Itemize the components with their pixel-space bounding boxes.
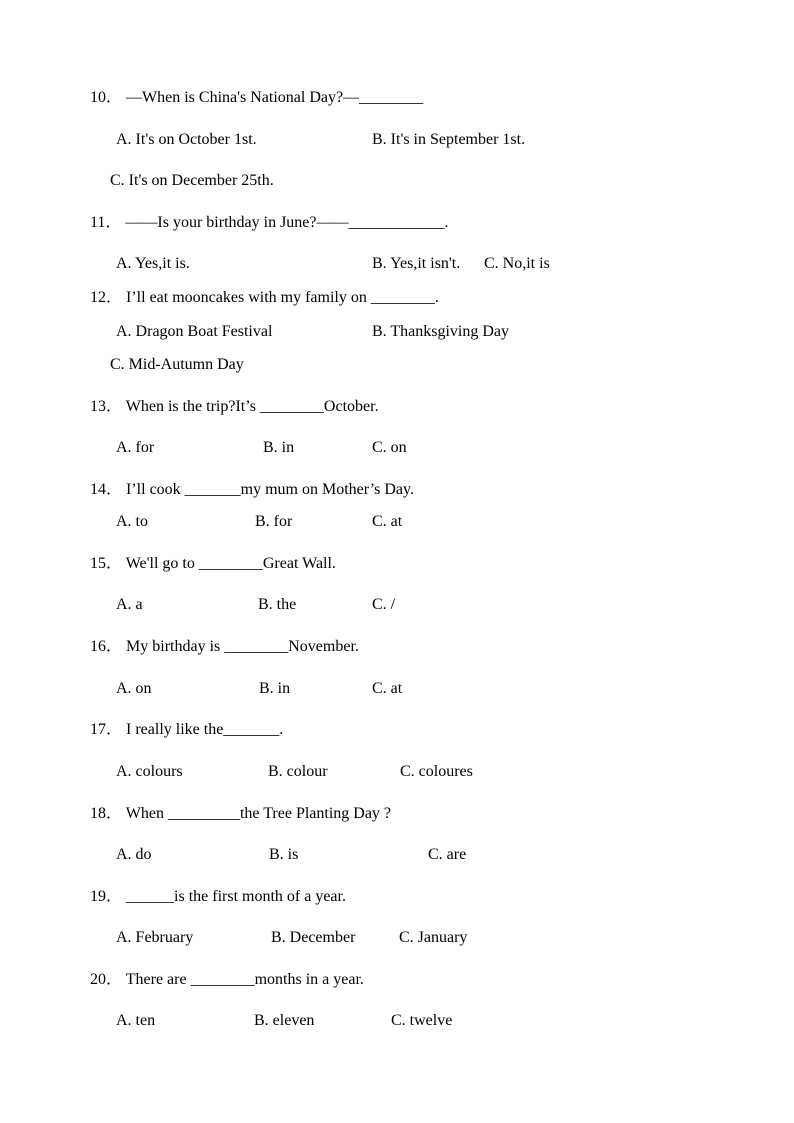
question-12 — [90, 288, 439, 308]
question-20 — [90, 970, 364, 990]
option-a: A. Yes,it is. — [116, 255, 190, 272]
question-stem: My birthday is ________November. — [126, 638, 359, 655]
option-c: C. on — [372, 439, 407, 456]
option-a: A. on — [116, 680, 152, 697]
option-b: B. is — [269, 846, 299, 863]
question-stem: ——Is your birthday in June?——____________. — [125, 214, 449, 231]
option-c: C. January — [399, 929, 468, 946]
question-number: 18． — [90, 805, 123, 822]
option-a: A. for — [116, 439, 155, 456]
question-number: 20． — [90, 971, 123, 988]
question-stem: —When is China's National Day?—________ — [126, 89, 424, 106]
option-a: A. It's on October 1st. — [116, 131, 257, 148]
question-number: 10． — [90, 89, 123, 106]
option-c: C. coloures — [400, 763, 473, 780]
question-13 — [90, 397, 379, 417]
option-a: A. Dragon Boat Festival — [116, 323, 273, 340]
question-number: 17． — [90, 721, 123, 738]
option-b: B. Thanksgiving Day — [372, 323, 510, 340]
option-c: C. No,it is — [484, 255, 550, 272]
option-a: A. colours — [116, 763, 183, 780]
option-c: C. are — [428, 846, 467, 863]
option-b: B. in — [263, 439, 295, 456]
question-17 — [90, 720, 283, 740]
question-number: 19． — [90, 888, 123, 905]
question-19 — [90, 887, 346, 907]
question-18 — [90, 804, 391, 824]
option-a: A. ten — [116, 1012, 156, 1029]
question-10 — [90, 88, 423, 108]
option-c: C. twelve — [391, 1012, 453, 1029]
question-stem: I’ll eat mooncakes with my family on ________. — [126, 289, 439, 306]
question-15 — [90, 554, 336, 574]
option-b: B. It's in September 1st. — [372, 131, 526, 148]
question-stem: There are ________months in a year. — [125, 971, 364, 988]
option-b: B. for — [255, 513, 293, 530]
option-b: B. the — [258, 596, 297, 613]
option-a: A. a — [116, 596, 143, 613]
option-b: B. Yes,it isn't. — [372, 255, 461, 272]
question-number: 13． — [90, 398, 123, 415]
option-b: B. colour — [268, 763, 328, 780]
option-c: C. Mid-Autumn Day — [110, 356, 244, 373]
option-a: A. to — [116, 513, 148, 530]
option-c: C. at — [372, 513, 403, 530]
question-stem: I really like the_______. — [126, 721, 284, 738]
question-stem: ______is the first month of a year. — [126, 888, 346, 905]
question-stem: I’ll cook _______my mum on Mother’s Day. — [126, 481, 414, 498]
question-number: 14． — [90, 481, 123, 498]
option-b: B. eleven — [254, 1012, 315, 1029]
question-14 — [90, 480, 414, 500]
option-b: B. in — [259, 680, 291, 697]
question-stem: When is the trip?It’s ________October. — [125, 398, 379, 415]
question-number: 11． — [90, 214, 122, 231]
question-number: 16． — [90, 638, 123, 655]
option-c: C. / — [372, 596, 396, 613]
question-16 — [90, 637, 359, 657]
option-c: C. at — [372, 680, 403, 697]
question-stem: We'll go to ________Great Wall. — [125, 555, 336, 572]
option-a: A. February — [116, 929, 194, 946]
question-number: 12． — [90, 289, 123, 306]
question-stem: When _________the Tree Planting Day ? — [125, 805, 392, 822]
option-c: C. It's on December 25th. — [110, 172, 274, 189]
question-11 — [90, 213, 449, 233]
option-a: A. do — [116, 846, 152, 863]
question-number: 15． — [90, 555, 123, 572]
option-b: B. December — [271, 929, 356, 946]
